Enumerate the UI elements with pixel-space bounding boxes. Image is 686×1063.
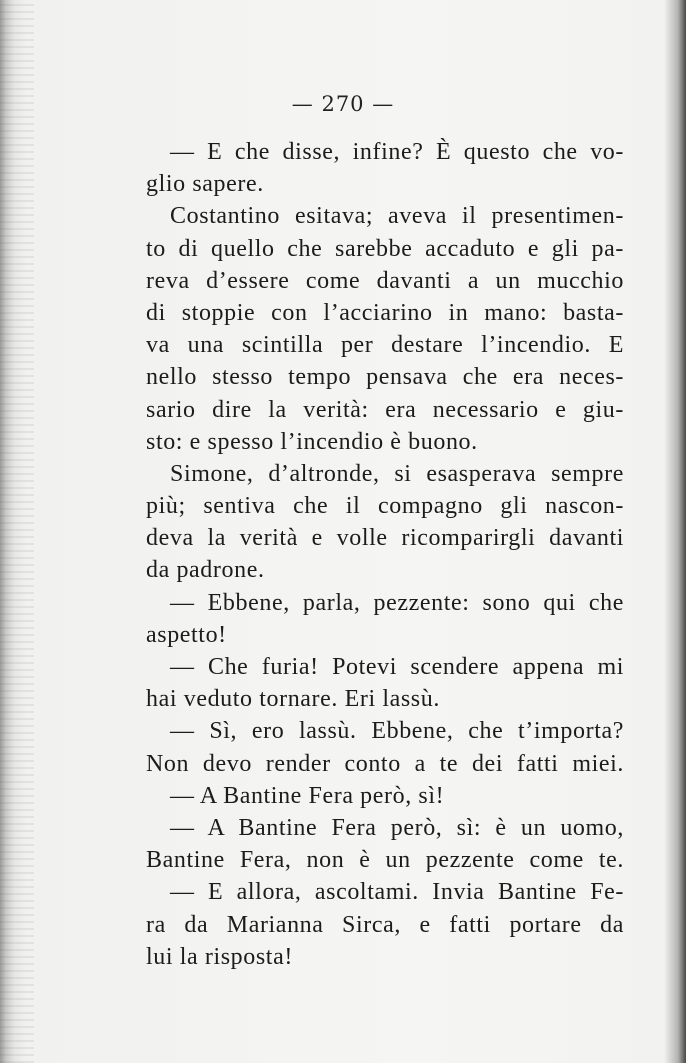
text-line: lui la risposta! <box>146 943 293 970</box>
text-line: deva la verità e volle ricomparirgli davanti <box>146 525 624 552</box>
text-line: ra da Marianna Sirca, e fatti portare da <box>146 911 624 938</box>
text-line: glio sapere. <box>146 171 264 198</box>
body-text <box>146 136 624 973</box>
text-line: — A Bantine Fera però, sì: è un uomo, <box>170 814 624 841</box>
text-line: sto: e spesso l’incendio è buono. <box>146 428 478 455</box>
page-binding-edge <box>0 0 34 1063</box>
text-line: va una scintilla per destare l’incendio. E <box>146 332 624 359</box>
text-line: Costantino esitava; aveva il presentimen- <box>170 203 624 230</box>
text-line: sario dire la verità: era necessario e giu- <box>146 396 624 423</box>
text-line: aspetto! <box>146 621 227 648</box>
text-line: nello stesso tempo pensava che era neces- <box>146 364 624 391</box>
text-line: Non devo render conto a te dei fatti miei. <box>146 750 624 777</box>
text-line: Simone, d’altronde, si esasperava sempre <box>170 460 624 487</box>
page-edge-shadow <box>664 0 686 1063</box>
text-line: più; sentiva che il compagno gli nascon- <box>146 493 624 520</box>
text-line: — E che disse, infine? È questo che vo- <box>170 139 624 165</box>
text-line: — Che furia! Potevi scendere appena mi <box>170 654 624 680</box>
page-number: — 270 — <box>291 92 395 116</box>
text-line: — Ebbene, parla, pezzente: sono qui che <box>170 589 624 616</box>
text-line: da padrone. <box>146 557 265 584</box>
text-line: — A Bantine Fera però, sì! <box>170 782 445 809</box>
text-line: hai veduto tornare. Eri lassù. <box>146 686 440 713</box>
text-line: Bantine Fera, non è un pezzente come te. <box>146 847 624 874</box>
text-line: reva d’essere come davanti a un mucchio <box>146 267 624 294</box>
text-line: — E allora, ascoltami. Invia Bantine Fe- <box>170 879 624 906</box>
text-line: to di quello che sarebbe accaduto e gli pa- <box>146 235 624 262</box>
text-line: — Sì, ero lassù. Ebbene, che t’importa? <box>170 718 624 745</box>
text-line: di stoppie con l’acciarino in mano: basta- <box>146 299 624 326</box>
